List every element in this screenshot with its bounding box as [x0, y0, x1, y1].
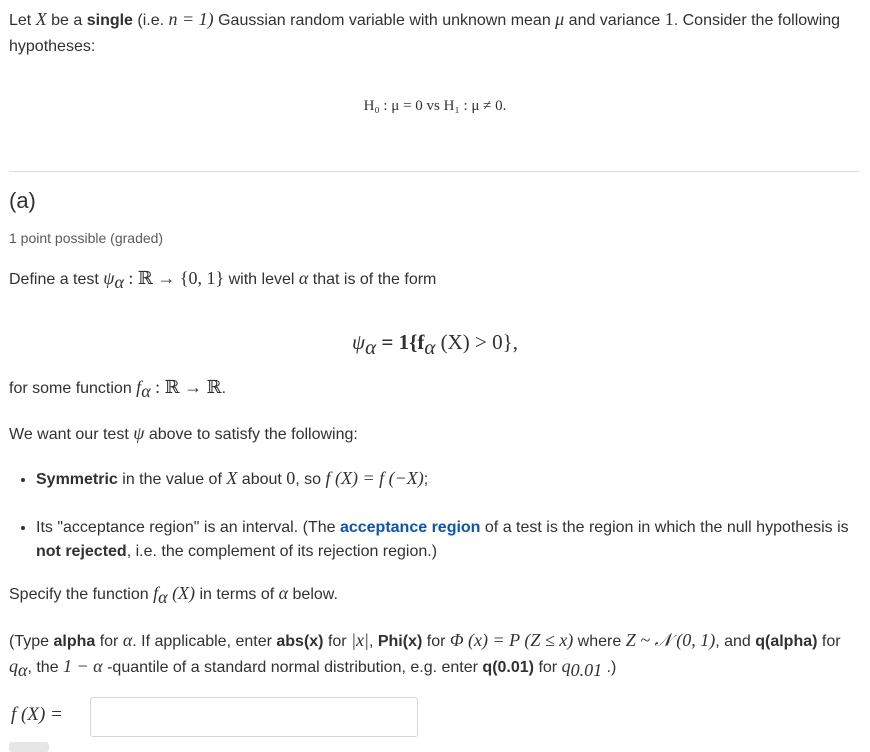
submit-button[interactable] — [9, 742, 49, 752]
math-X: X — [35, 9, 47, 29]
some-function-text: for some function $f_\alpha$ : ℝ → ℝ. — [9, 377, 227, 402]
part-title: (a) — [9, 188, 36, 213]
list-item: • Symmetric in the value of X about 0, so f (X) = f (−X); — [36, 466, 851, 492]
list-item: • Its "acceptance region" is an interval. (The acceptance region of a test is the region in which the null hypothesis is not rejected, i.e. the complement of its rejection region.) — [36, 516, 851, 564]
single-emphasis: single — [86, 12, 133, 29]
problem-intro: Let X be a single (i.e. n = 1) Gaussian random variable with unknown mean μ and variance 1. Consider the following hypotheses: — [9, 9, 841, 55]
answer-label: f (X) = — [11, 704, 63, 725]
section-divider — [9, 171, 859, 172]
test-form-equation: $\psi_\alpha = 1\{f_\alpha$ (X) > 0}, — [352, 330, 518, 360]
input-instructions: (Type alpha for α. If applicable, enter abs(x) for |x|, Phi(x) for Φ (x) = P (Z ≤ x) where Z ~ 𝒩 (0, 1), and q(alpha) for $q_\alpha$, the 1 − α -quantile of a standard normal distribution, e.g. enter q(0.01) for $q_{0.01}$ .) — [9, 630, 841, 681]
math-mu: μ — [555, 9, 565, 29]
acceptance-region-link[interactable]: acceptance region — [339, 519, 481, 536]
requirements-list — [9, 466, 851, 588]
define-test-text: Define a test $\psi_\alpha$ : ℝ → {0, 1} with level α that is of the form — [9, 268, 437, 293]
requirements-intro: We want our test ψ above to satisfy the following: — [9, 423, 358, 443]
math-one: 1 — [664, 9, 674, 29]
answer-input[interactable] — [90, 697, 418, 737]
math-n-equals: n = 1) — [168, 9, 214, 29]
points-info: 1 point possible (graded) — [9, 230, 164, 246]
specify-text: Specify the function $f_\alpha$ (X) in terms of α below. — [9, 583, 338, 608]
hypotheses-display: H₀ : μ = 0 vs H₁ : μ ≠ 0. — [363, 98, 507, 114]
